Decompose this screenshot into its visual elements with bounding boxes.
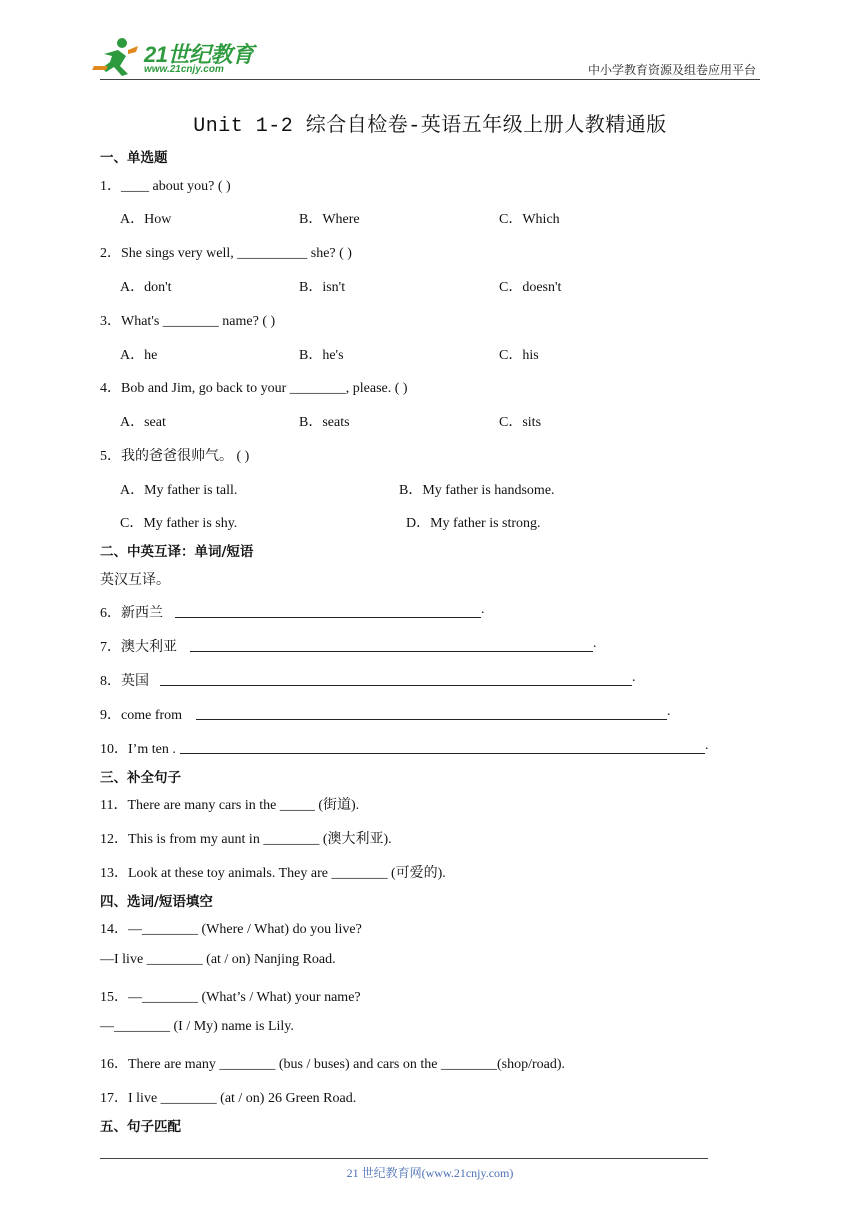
translate-item-7: 7．澳大利亚	[100, 640, 177, 655]
period-10: .	[705, 738, 709, 753]
question-4: 4．Bob and Jim, go back to your ________, please. ( )	[100, 381, 408, 396]
option-4a[interactable]: A．seat	[120, 415, 166, 430]
option-1a[interactable]: A．How	[120, 212, 172, 227]
logo-url: www.21cnjy.com	[144, 64, 224, 75]
choose-item-14: 14．—________ (Where / What) do you live?	[100, 922, 362, 937]
complete-item-13: 13．Look at these toy animals. They are ________ (可爱的).	[100, 866, 446, 881]
header-divider	[100, 79, 760, 80]
answer-line-10[interactable]	[180, 738, 705, 754]
translate-item-10: 10．I’m ten .	[100, 742, 176, 757]
option-1b[interactable]: B．Where	[299, 212, 360, 227]
question-5: 5．我的爸爸很帅气。 ( )	[100, 449, 250, 464]
translate-item-9: 9．come from	[100, 708, 183, 723]
option-5d[interactable]: D．My father is strong.	[406, 516, 541, 531]
choose-item-14-reply: —I live ________ (at / on) Nanjing Road.	[100, 952, 336, 967]
logo-text: 21世纪教育	[144, 42, 254, 67]
translate-instruction: 英汉互译。	[100, 573, 170, 588]
answer-line-9[interactable]	[196, 704, 667, 720]
choose-item-15: 15．—________ (What’s / What) your name?	[100, 990, 361, 1005]
option-4c[interactable]: C．sits	[499, 415, 542, 430]
answer-line-7[interactable]	[190, 636, 593, 652]
question-1: 1．____ about you? ( )	[100, 179, 231, 194]
choose-item-17: 17．I live ________ (at / on) 26 Green Road.	[100, 1091, 357, 1106]
option-3b[interactable]: B．he's	[299, 348, 344, 363]
option-3c[interactable]: C．his	[499, 348, 539, 363]
option-5c[interactable]: C．My father is shy.	[120, 516, 238, 531]
section-heading-3: 三、补全句子	[100, 770, 181, 786]
question-2: 2．She sings very well, __________ she? ( )	[100, 246, 352, 261]
option-1c[interactable]: C．Which	[499, 212, 560, 227]
option-2c[interactable]: C．doesn't	[499, 280, 562, 295]
choose-item-15-reply: —________ (I / My) name is Lily.	[100, 1019, 294, 1034]
section-heading-1: 一、单选题	[100, 150, 168, 166]
complete-item-12: 12．This is from my aunt in ________ (澳大利亚).	[100, 832, 392, 847]
section-heading-5: 五、句子匹配	[100, 1119, 181, 1135]
answer-line-8[interactable]	[160, 670, 632, 686]
period-7: .	[593, 636, 597, 651]
answer-line-6[interactable]	[175, 602, 481, 618]
option-3a[interactable]: A．he	[120, 348, 158, 363]
period-9: .	[667, 704, 671, 719]
platform-name: 中小学教育资源及组卷应用平台	[587, 63, 756, 77]
footer-text: 21 世纪教育网(www.21cnjy.com)	[346, 1166, 514, 1180]
option-5b[interactable]: B．My father is handsome.	[399, 483, 555, 498]
logo	[92, 36, 262, 78]
option-2b[interactable]: B．isn't	[299, 280, 346, 295]
page-title: Unit 1-2 综合自检卷-英语五年级上册人教精通版	[193, 115, 667, 138]
runner-logo-icon	[92, 36, 142, 78]
footer-divider	[100, 1158, 708, 1159]
option-2a[interactable]: A．don't	[120, 280, 172, 295]
choose-item-16: 16．There are many ________ (bus / buses) and cars on the ________(shop/road).	[100, 1057, 566, 1072]
translate-item-6: 6．新西兰	[100, 606, 163, 621]
period-8: .	[632, 670, 636, 685]
translate-item-8: 8．英国	[100, 674, 149, 689]
period-6: .	[481, 602, 485, 617]
section-heading-4: 四、选词/短语填空	[100, 894, 213, 910]
complete-item-11: 11．There are many cars in the _____ (街道).	[100, 798, 360, 813]
question-3: 3．What's ________ name? ( )	[100, 314, 276, 329]
section-heading-2: 二、中英互译：单词/短语	[100, 544, 254, 560]
option-5a[interactable]: A．My father is tall.	[120, 483, 238, 498]
option-4b[interactable]: B．seats	[299, 415, 350, 430]
